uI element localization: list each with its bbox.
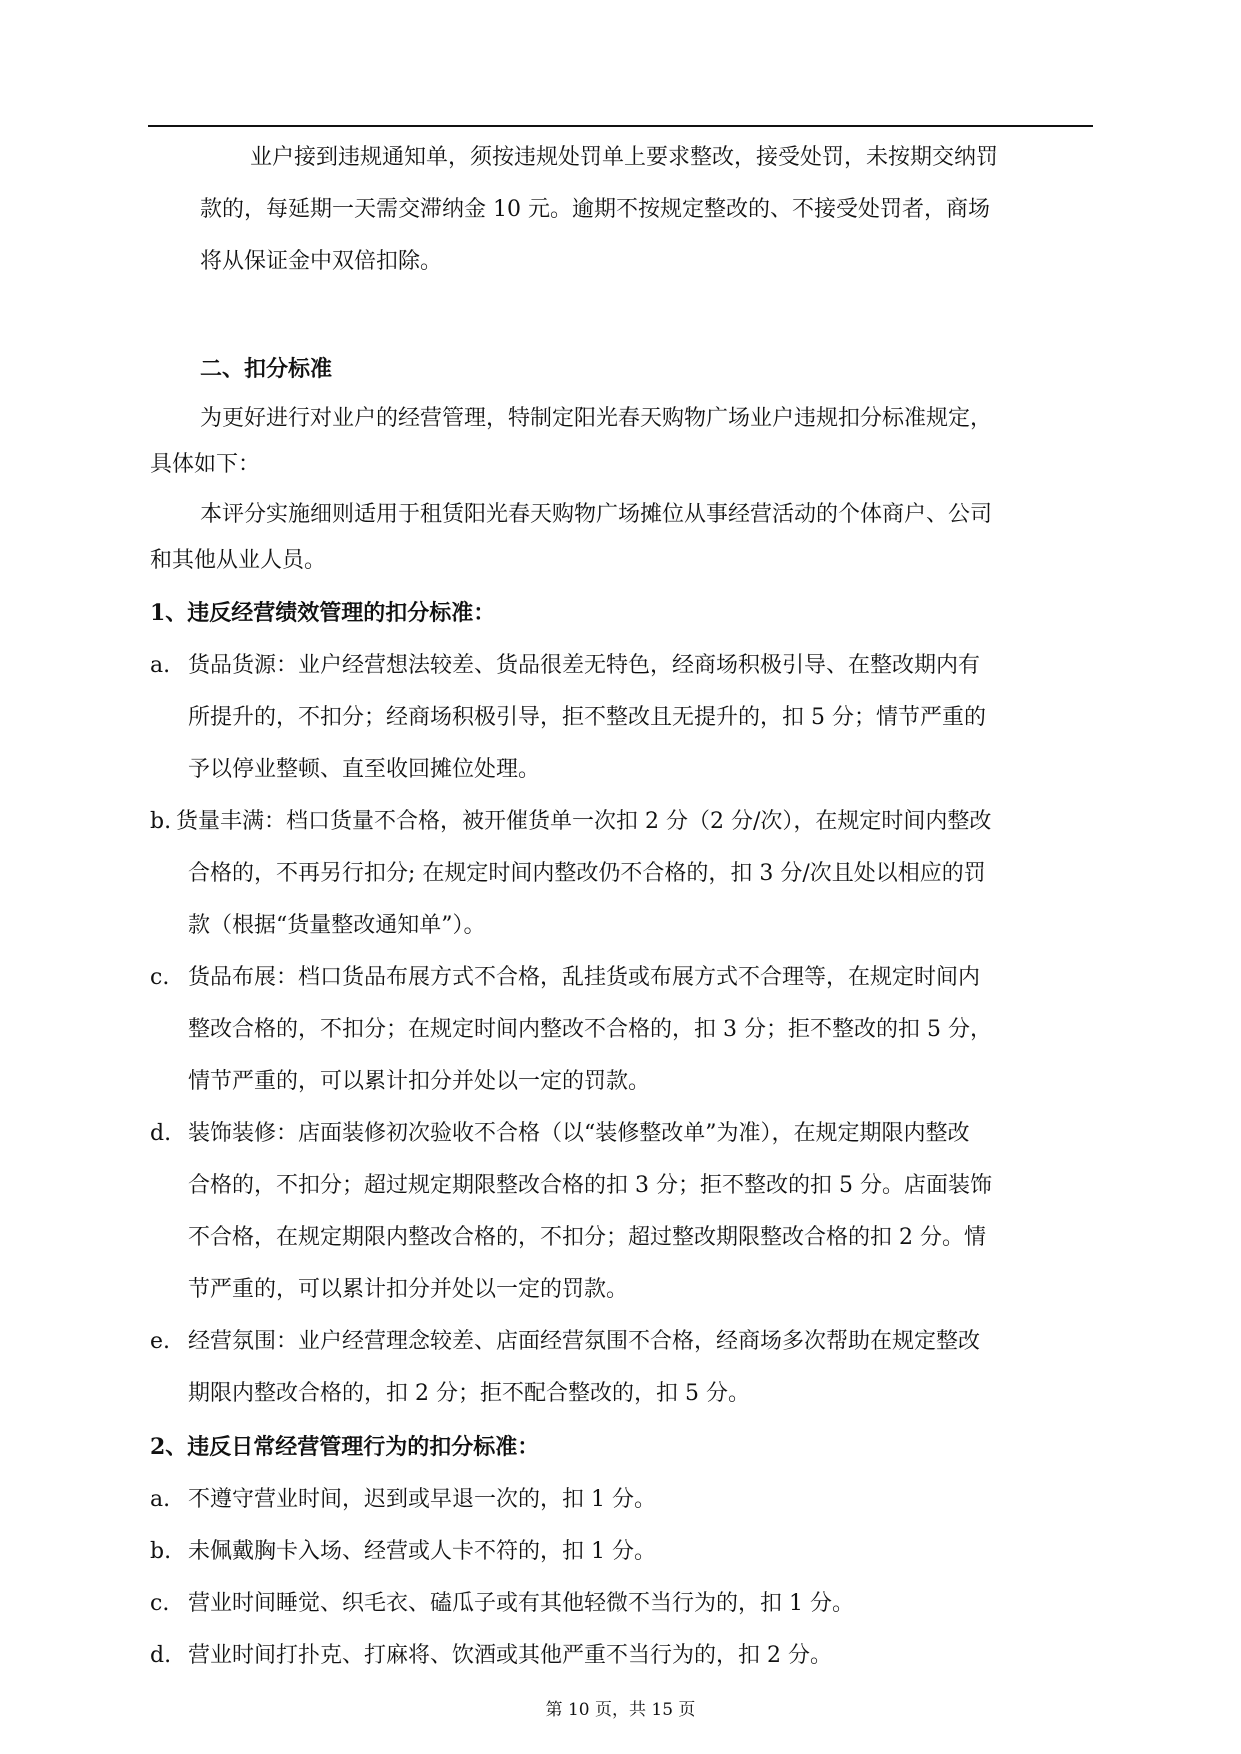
item-line: 整改合格的，不扣分；在规定时间内整改不合格的，扣 3 分；拒不整改的扣 5 分， — [188, 1017, 992, 1042]
item-line: 货品布展：档口货品布展方式不合格，乱挂货或布展方式不合理等，在规定时间内 — [188, 965, 981, 990]
item-line: 合格的，不扣分；超过规定期限整改合格的扣 3 分；拒不整改的扣 5 分。店面装饰 — [188, 1173, 992, 1198]
section-para1-line-1: 为更好进行对业户的经营管理，特制定阳光春天购物广场业户违规扣分标准规定， — [200, 406, 993, 431]
item-line: 不合格，在规定期限内整改合格的，不扣分；超过整改期限整改合格的扣 2 分。情 — [188, 1225, 986, 1250]
item-line: 合格的，不再另行扣分; 在规定时间内整改仍不合格的，扣 3 分/次且处以相应的罚 — [188, 861, 986, 886]
item-marker: c. — [150, 1591, 170, 1616]
section-heading: 二、扣分标准 — [200, 356, 333, 382]
item-marker: d. — [150, 1121, 172, 1146]
item-line: 情节严重的，可以累计扣分并处以一定的罚款。 — [188, 1069, 651, 1094]
section-para2-line-1: 本评分实施细则适用于租赁阳光春天购物广场摊位从事经营活动的个体商户、公司 — [200, 502, 993, 527]
section-para2-line-2: 和其他从业人员。 — [150, 548, 327, 573]
section-para1-line-2: 具体如下： — [150, 452, 261, 477]
item-line: 不遵守营业时间，迟到或早退一次的，扣 1 分。 — [188, 1487, 656, 1512]
item-line: 所提升的，不扣分；经商场积极引导，拒不整改且无提升的，扣 5 分；情节严重的 — [188, 705, 986, 730]
item-line: 装饰装修：店面装修初次验收不合格（以“装修整改单”为准），在规定期限内整改 — [188, 1121, 970, 1146]
item-marker: b. — [150, 1539, 172, 1564]
header-rule — [148, 125, 1093, 127]
item-line: 货量丰满：档口货量不合格，被开催货单一次扣 2 分（2 分/次），在规定时间内整改 — [176, 809, 992, 834]
item-line: 货品货源：业户经营想法较差、货品很差无特色，经商场积极引导、在整改期内有 — [188, 653, 981, 678]
item-marker: e. — [150, 1329, 171, 1354]
item-line: 节严重的，可以累计扣分并处以一定的罚款。 — [188, 1277, 629, 1302]
item-line: 予以停业整顿、直至收回摊位处理。 — [188, 757, 541, 782]
intro-line-3: 将从保证金中双倍扣除。 — [200, 249, 443, 274]
part1-heading: 1、违反经营绩效管理的扣分标准： — [150, 600, 496, 626]
intro-line-1: 业户接到违规通知单，须按违规处罚单上要求整改，接受处罚，未按期交纳罚 — [250, 145, 999, 170]
page-footer: 第 10 页，共 15 页 — [545, 1700, 696, 1720]
intro-line-2: 款的，每延期一天需交滞纳金 10 元。逾期不按规定整改的、不接受处罚者，商场 — [200, 197, 990, 222]
item-line: 营业时间打扑克、打麻将、饮酒或其他严重不当行为的，扣 2 分。 — [188, 1643, 832, 1668]
item-marker: d. — [150, 1643, 172, 1668]
item-line: 营业时间睡觉、织毛衣、磕瓜子或有其他轻微不当行为的，扣 1 分。 — [188, 1591, 854, 1616]
item-marker: c. — [150, 965, 170, 990]
item-line: 未佩戴胸卡入场、经营或人卡不符的，扣 1 分。 — [188, 1539, 656, 1564]
item-line: 期限内整改合格的，扣 2 分；拒不配合整改的，扣 5 分。 — [188, 1381, 750, 1406]
item-line: 款（根据“货量整改通知单”）。 — [188, 913, 486, 938]
item-marker: b. — [150, 809, 172, 834]
item-line: 经营氛围：业户经营理念较差、店面经营氛围不合格，经商场多次帮助在规定整改 — [188, 1329, 981, 1354]
item-marker: a. — [150, 653, 171, 678]
part2-heading: 2、违反日常经营管理行为的扣分标准： — [150, 1434, 540, 1460]
item-marker: a. — [150, 1487, 171, 1512]
